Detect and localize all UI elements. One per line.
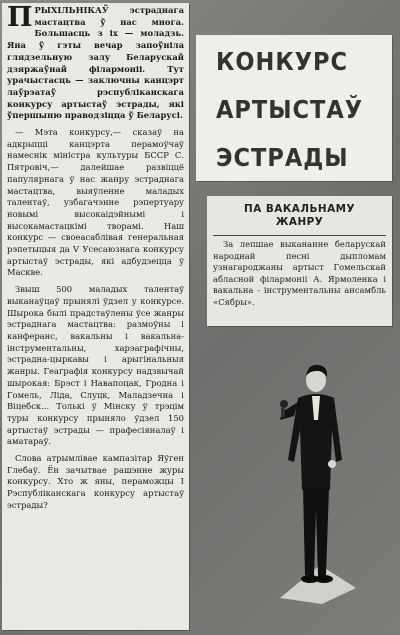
singer-photo bbox=[272, 360, 357, 605]
note-heading-line-1: ПА ВАКАЛЬНАМУ bbox=[244, 203, 355, 215]
headline-line-2: АРТЫСТАЎ bbox=[216, 95, 364, 124]
article-text-1: РЫХІЛЬНІКАЎ эстраднага мастацтва ў нас многа. Большасць з іх — моладзь. Яна ў гэты вечар запоўніла глядзельную залу Беларускай дзяржаўнай філармоніі. Тут урачыстасць — заключны канцэрт лаўрэатаў рэспубліканскага конкурсу артыстаў эстрады, які ўпершыню праводзіцца ў Беларусі. bbox=[7, 5, 184, 121]
article-body bbox=[2, 3, 189, 512]
note-text: За лепшае выкананне беларускай народнай песні дыпломам узнагароджаны артыст Гомельскай абласной філармоніі А. Ярмоленка і вакальна - інструментальны ансамбль «Сябры». bbox=[213, 239, 386, 307]
note-divider bbox=[213, 235, 386, 236]
right-shoe bbox=[315, 575, 333, 583]
note-heading-line-2: ЖАНРУ bbox=[275, 216, 324, 228]
microphone-icon bbox=[280, 400, 288, 408]
article-clipping bbox=[2, 3, 189, 630]
article-paragraph-4: Слова атрымлівае кампазітар Яўген Глебаў. Ён зачытвае рашэнне журы конкурсу. Хто ж яны, пераможцы I Рэспубліканскага конкурсу артыстаў эстрады? bbox=[7, 453, 184, 510]
vocal-genre-clipping bbox=[207, 196, 392, 326]
singer-hand bbox=[328, 460, 336, 468]
singer-trousers bbox=[303, 488, 329, 576]
drop-cap: П bbox=[7, 3, 33, 33]
headline-line-1: КОНКУРС bbox=[216, 47, 349, 76]
article-paragraph-2: — Мэта конкурсу,— сказаў на адкрыцці канцэрта перамоўчаў намеснік міністра культуры БССР С. Пятровіч,— далейшае развіццё папулярнага ў нас жанру эстраднага мастацтва, выяўленне маладых талентаў, узбагачэнне рэпертуару новымі высокаідэйнымі і высокамастацкімі творамі. Наш конкурс — своеасаблівая генеральная рэпетыцыя да V Усесаюзнага конкурсу артыстаў эстрады, які адбудзецца ў Маскве. bbox=[7, 127, 184, 278]
article-paragraph-3: Звыш 500 маладых талентаў выканаўцаў прынялі ўдзел у конкурсе. Шырока былі прадстаўлены ўсе жанры эстраднага мастацтва: размоўны і канферанс, вакальны і вакальна-інструментальны, харэаграфічны, эстрадна-цыркавы і арыгінальныя жанры. Геаграфія конкурсу надзвычай шырокая: Брэст і Навапоцак, Гродна і Гомель, Ліда, Слуцк, Маладзечна і Віцебск... Толькі ў Мінску ў трэцім туры конкурсу прыняло ўдзел 150 артыстаў эстрады — прафесіяналаў і аматараў. bbox=[7, 284, 184, 447]
article-paragraph-1 bbox=[7, 5, 184, 122]
microphone-handle bbox=[281, 407, 285, 417]
headline-line-3: ЭСТРАДЫ bbox=[216, 143, 349, 172]
title-clipping bbox=[196, 35, 392, 181]
